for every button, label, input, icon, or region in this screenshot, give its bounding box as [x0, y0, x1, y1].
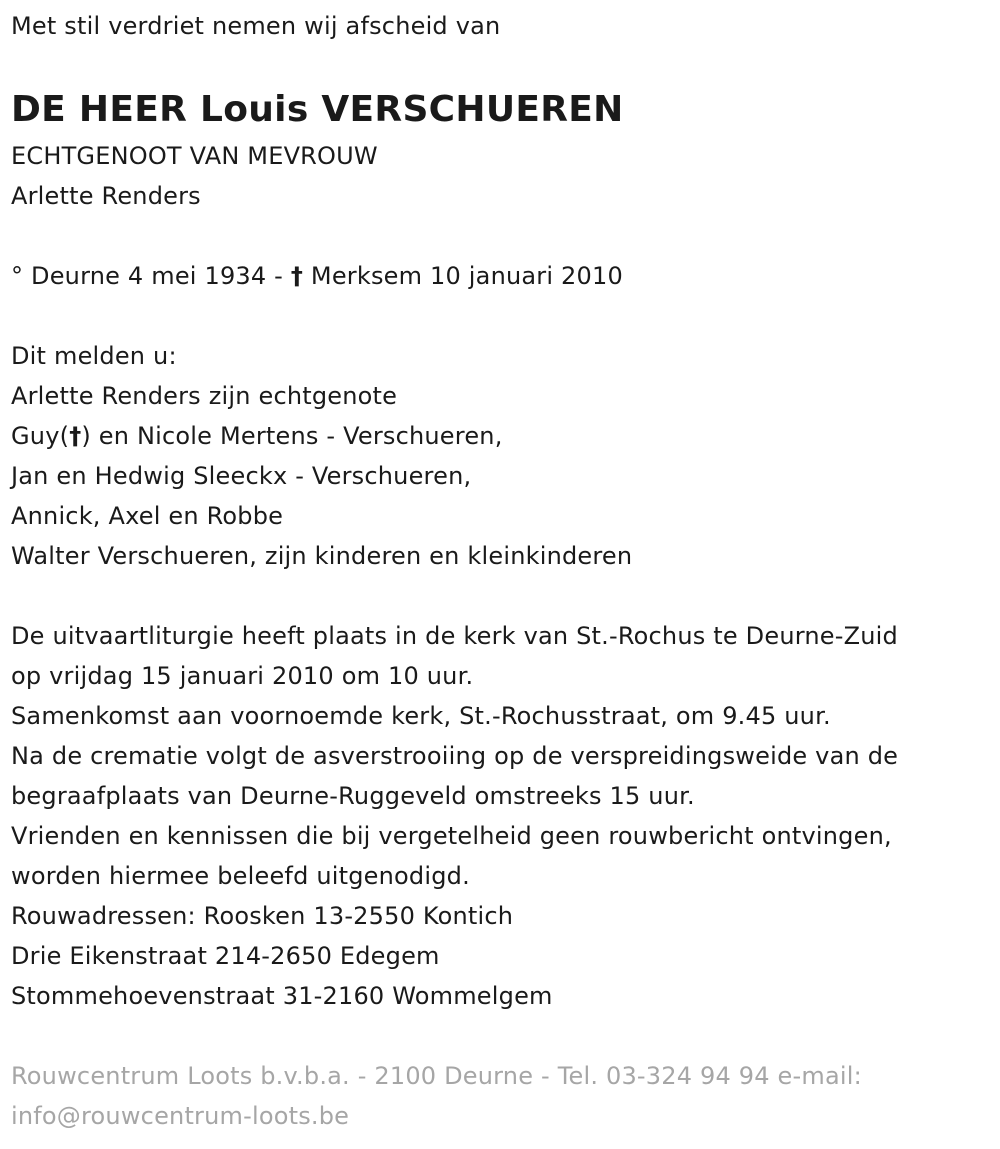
life-dates	[11, 256, 1000, 296]
address-line: Stommehoevenstraat 31-2160 Wommelgem	[11, 982, 553, 1010]
family-name-text: ) en Nicole Mertens - Verschueren,	[81, 422, 503, 450]
ceremony-line: De uitvaartliturgie heeft plaats in de kerk van St.-Rochus te Deurne-Zuid	[11, 622, 898, 650]
family-name-text: Guy(	[11, 422, 70, 450]
ceremony-line: op vrijdag 15 januari 2010 om 10 uur.	[11, 662, 474, 690]
spacer	[11, 44, 1000, 84]
footer-funeral-home: Rouwcentrum Loots b.v.b.a. - 2100 Deurne - Tel. 03-324 94 94 e-mail:	[11, 1062, 862, 1090]
spouse-label: ECHTGENOOT VAN MEVROUW	[11, 142, 378, 170]
announce-intro: Dit melden u:	[11, 342, 177, 370]
cross-icon: †	[69, 422, 82, 450]
deceased-name: DE HEER Louis VERSCHUEREN	[11, 89, 624, 130]
ceremony-line: Vrienden en kennissen die bij vergetelheid geen rouwbericht ontvingen,	[11, 822, 892, 850]
intro-text: Met stil verdriet nemen wij afscheid van	[11, 12, 501, 40]
family-line	[11, 416, 1000, 456]
ceremony-line: Na de crematie volgt de asverstrooiing op de verspreidingsweide van de	[11, 742, 899, 770]
family-line: Jan en Hedwig Sleeckx - Verschueren,	[11, 462, 472, 490]
spouse-name: Arlette Renders	[11, 182, 201, 210]
birth-info: ° Deurne 4 mei 1934 -	[11, 262, 291, 290]
cross-icon: †	[290, 262, 304, 290]
spacer	[11, 576, 1000, 616]
ceremony-line: begraafplaats van Deurne-Ruggeveld omstreeks 15 uur.	[11, 782, 695, 810]
ceremony-line: Samenkomst aan voornoemde kerk, St.-Rochusstraat, om 9.45 uur.	[11, 702, 831, 730]
family-line: Arlette Renders zijn echtgenote	[11, 382, 398, 410]
spacer	[11, 1016, 1000, 1056]
death-info: Merksem 10 januari 2010	[303, 262, 623, 290]
family-line: Walter Verschueren, zijn kinderen en kleinkinderen	[11, 542, 633, 570]
spacer	[11, 296, 1000, 336]
ceremony-line: worden hiermee beleefd uitgenodigd.	[11, 862, 470, 890]
footer-email: info@rouwcentrum-loots.be	[11, 1102, 350, 1130]
address-line: Drie Eikenstraat 214-2650 Edegem	[11, 942, 440, 970]
family-line: Annick, Axel en Robbe	[11, 502, 284, 530]
spacer	[11, 216, 1000, 256]
address-line: Rouwadressen: Roosken 13-2550 Kontich	[11, 902, 514, 930]
